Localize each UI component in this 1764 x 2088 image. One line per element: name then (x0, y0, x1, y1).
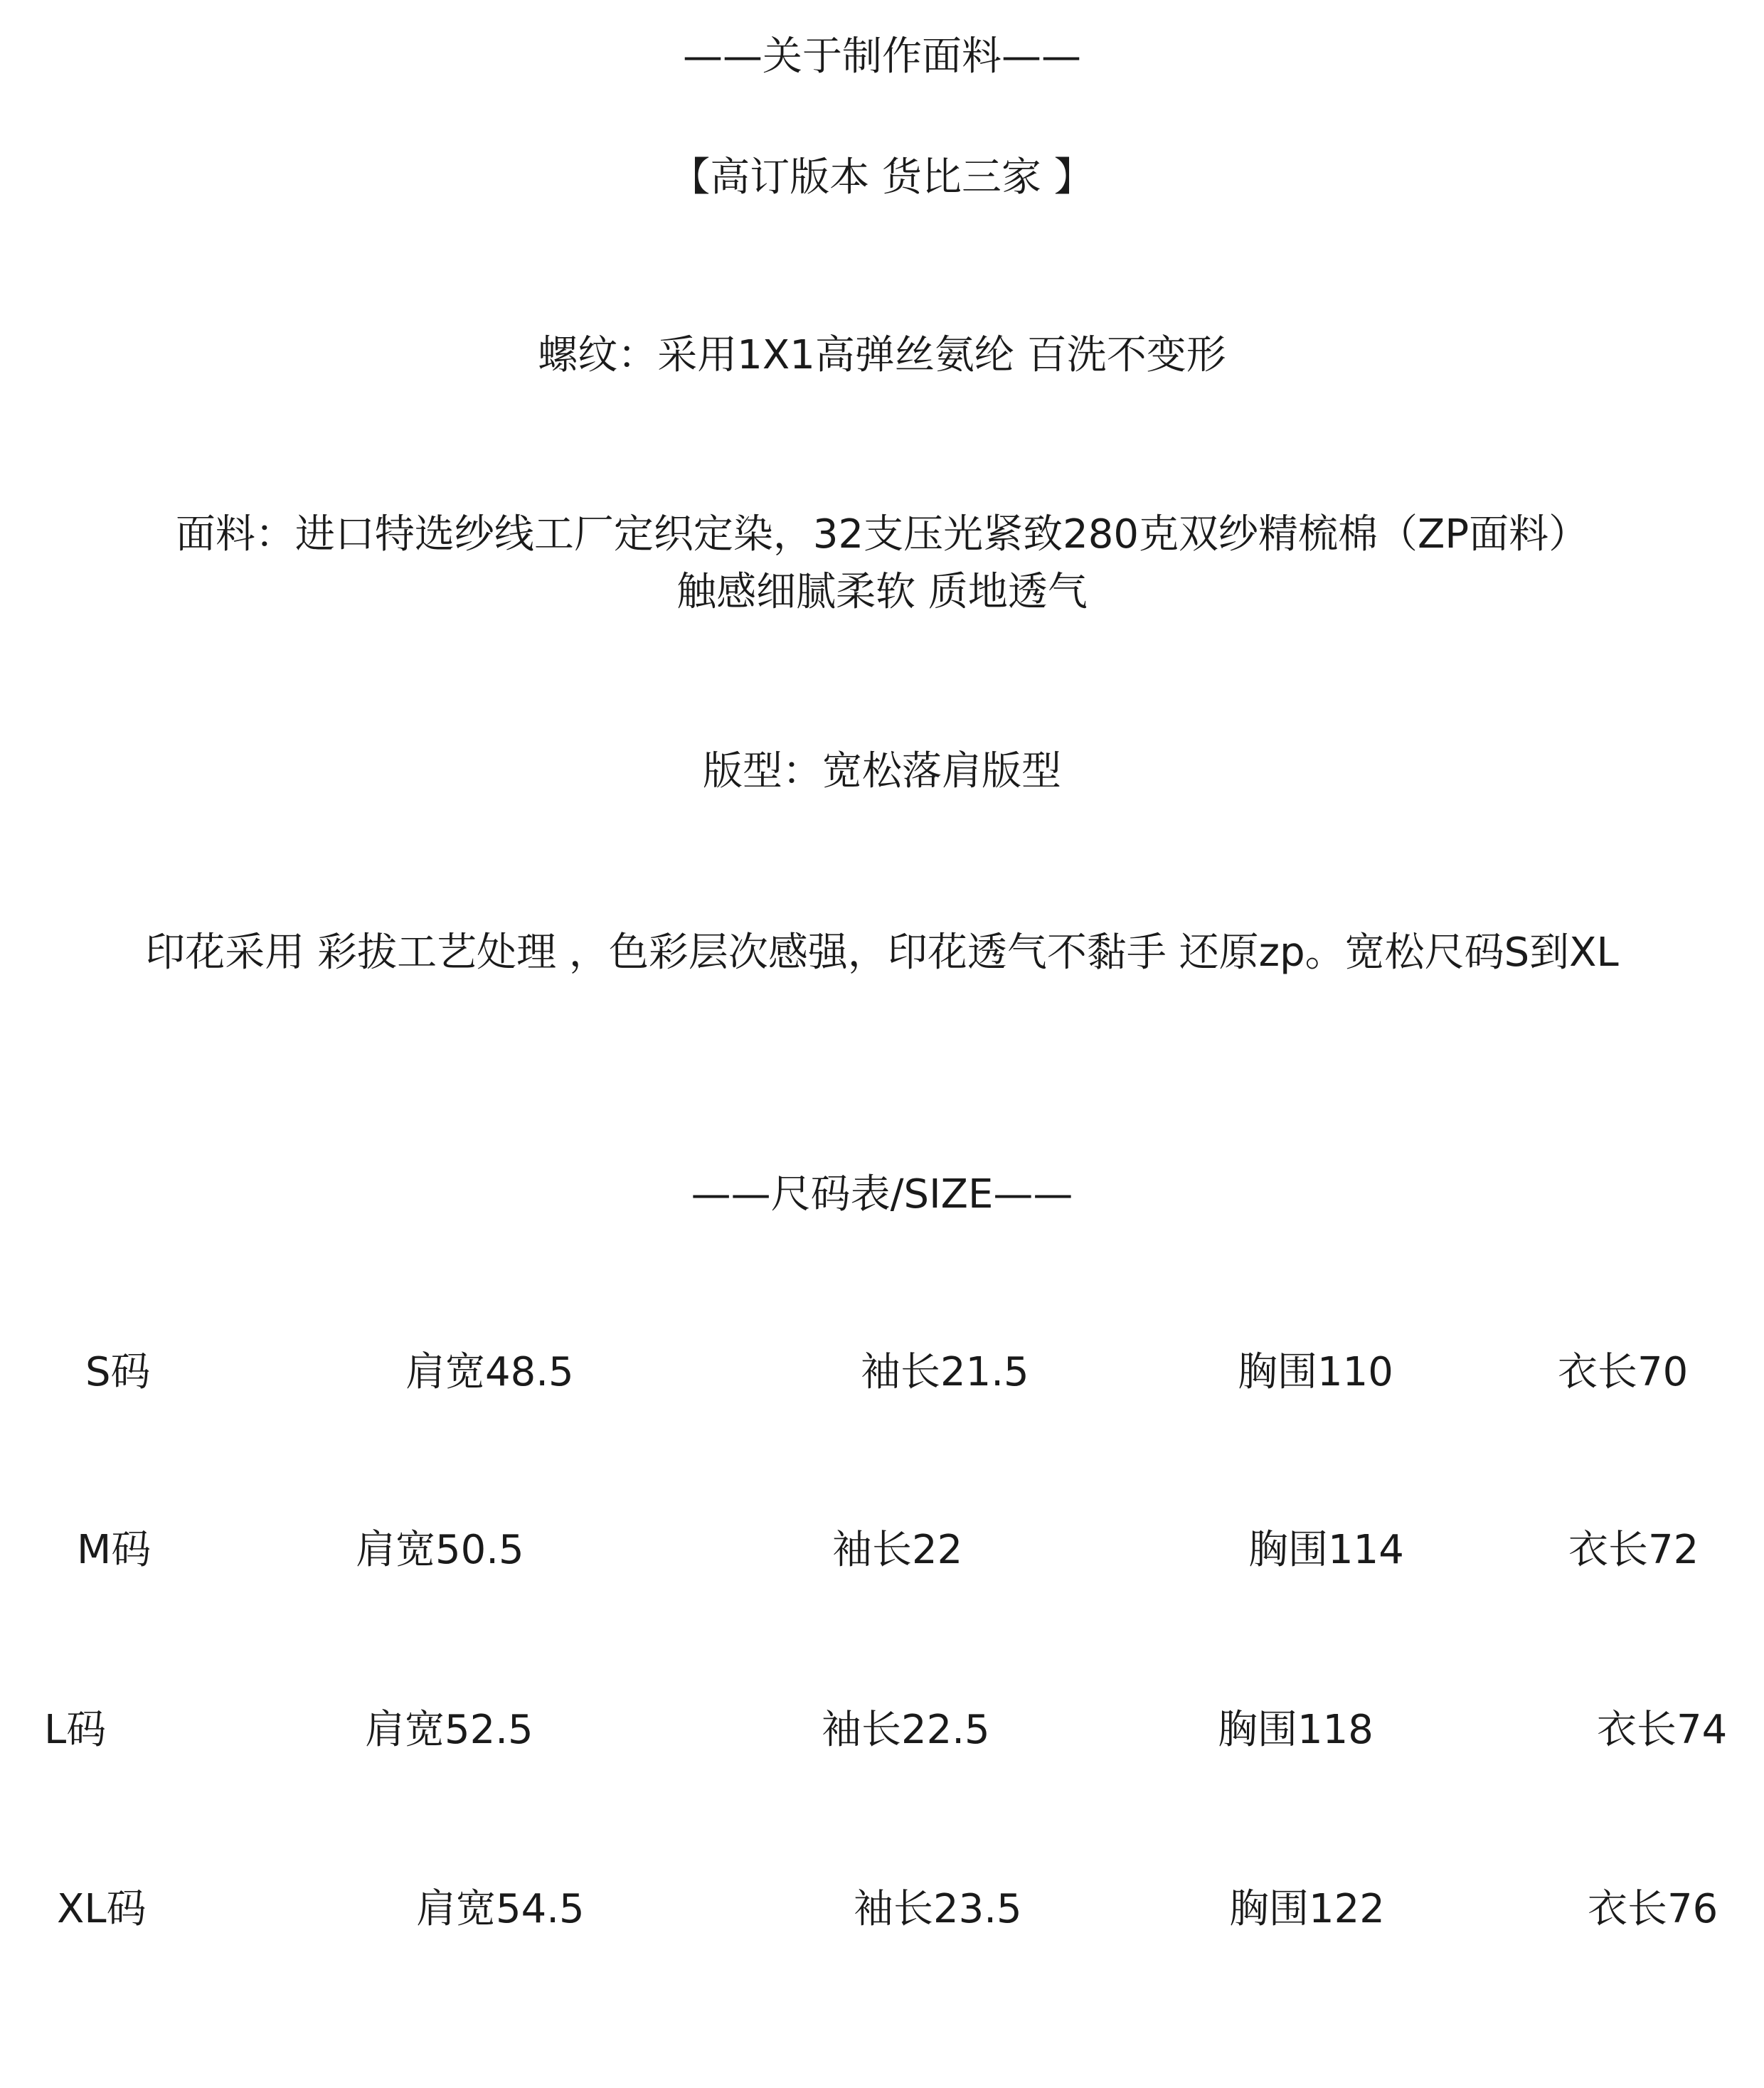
fabric-text-line-1: 面料：进口特选纱线工厂定织定染，32支压光紧致280克双纱精梳棉（ZP面料） (175, 511, 1589, 558)
fit-text: 版型：宽松落肩版型 (703, 748, 1061, 794)
edition-text: 【高订版本 货比三家 】 (670, 154, 1094, 201)
garment-length: 衣长76 (1588, 1886, 1718, 1932)
shoulder-width: 肩宽48.5 (405, 1349, 574, 1395)
chest-size: 胸围118 (1218, 1707, 1374, 1753)
size-label: L码 (44, 1707, 107, 1753)
chest-size: 胸围122 (1229, 1886, 1385, 1932)
sleeve-length: 袖长21.5 (861, 1349, 1029, 1395)
chest-size: 胸围114 (1248, 1527, 1404, 1573)
size-label: M码 (77, 1527, 152, 1573)
size-heading: ——尺码表/SIZE—— (691, 1171, 1073, 1218)
garment-length: 衣长70 (1558, 1349, 1689, 1395)
sleeve-length: 袖长22 (832, 1527, 963, 1573)
size-label: XL码 (57, 1886, 147, 1932)
rib-text: 螺纹：采用1X1高弹丝氨纶 百洗不变形 (538, 332, 1226, 378)
garment-length: 衣长72 (1568, 1527, 1699, 1573)
garment-length: 衣长74 (1597, 1707, 1728, 1753)
chest-size: 胸围110 (1238, 1349, 1393, 1395)
sleeve-length: 袖长23.5 (854, 1886, 1022, 1932)
print-text: 印花采用 彩拔工艺处理 ，色彩层次感强，印花透气不黏手 还原zp。宽松尺码S到XL (145, 930, 1619, 976)
size-label: S码 (85, 1349, 151, 1395)
shoulder-width: 肩宽54.5 (416, 1886, 585, 1932)
fabric-heading: ——关于制作面料—— (683, 33, 1081, 80)
shoulder-width: 肩宽52.5 (365, 1707, 533, 1753)
fabric-text-line-2: 触感细腻柔软 质地透气 (676, 569, 1088, 615)
shoulder-width: 肩宽50.5 (356, 1527, 524, 1573)
sleeve-length: 袖长22.5 (822, 1707, 990, 1753)
